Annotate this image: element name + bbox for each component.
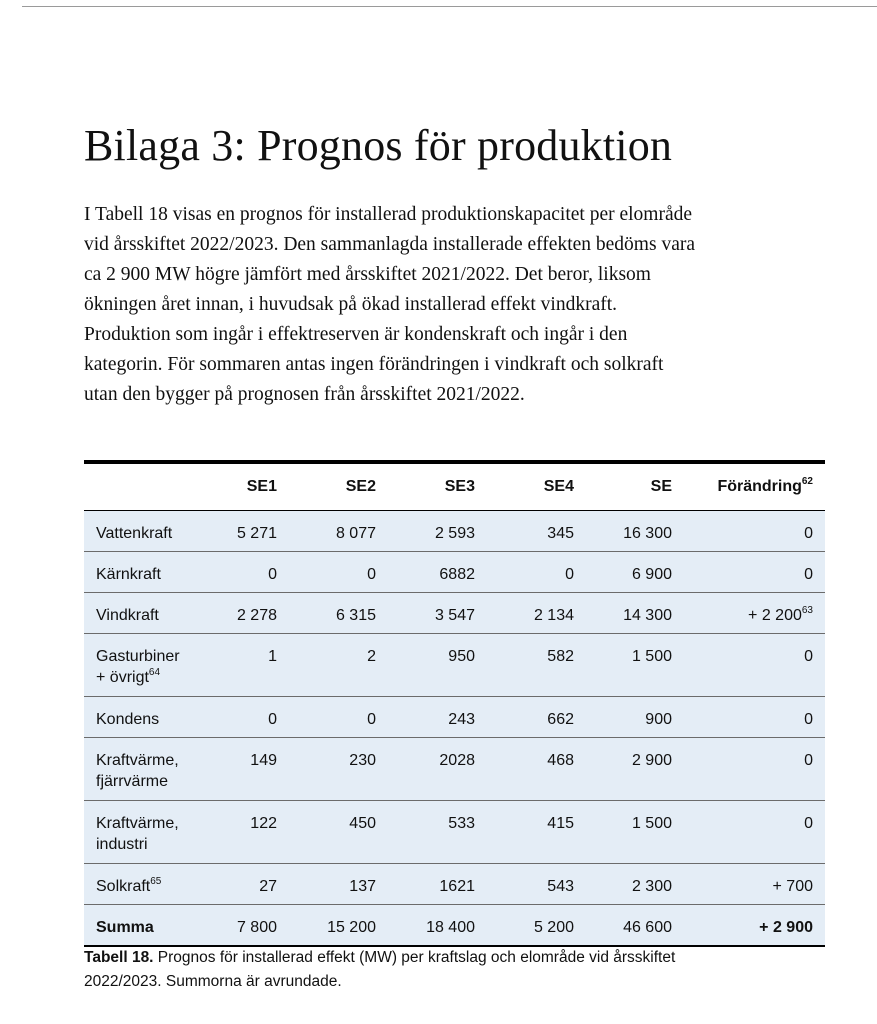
cell-se: 16 300	[586, 511, 684, 552]
table-row	[84, 593, 825, 634]
sum-se4: 5 200	[533, 919, 574, 936]
table-row	[84, 511, 825, 552]
intro-line: ca 2 900 MW högre jämfört med årsskiftet 2021/2022. Det beror, liksom	[84, 264, 651, 285]
row-label	[84, 864, 204, 905]
cell-se4: 662	[487, 697, 586, 738]
cell-se2: 137	[289, 864, 388, 905]
header-se2: SE2	[289, 462, 388, 511]
cell-se1: 122	[204, 801, 289, 864]
caption-label: Tabell 18.	[84, 949, 154, 966]
footnote-ref: 63	[801, 604, 813, 616]
caption-line	[84, 946, 824, 970]
cell-se4: 582	[487, 634, 586, 697]
cell-se4: 468	[487, 738, 586, 801]
row-label-line: Kraftvärme,	[96, 752, 179, 769]
intro-line: kategorin. För sommaren antas ingen förändringen i vindkraft och solkraft	[84, 354, 664, 375]
cell-change	[684, 738, 825, 801]
cell-se: 14 300	[586, 593, 684, 634]
cell-se1: 5 271	[204, 511, 289, 552]
row-label-line: Kraftvärme,	[96, 815, 179, 832]
table-sum-row	[84, 905, 825, 947]
row-label-line: Gasturbiner	[96, 648, 180, 665]
row-label	[84, 593, 204, 634]
sum-se3: 18 400	[426, 919, 475, 936]
cell-se3: 1621	[388, 864, 487, 905]
table-row	[84, 697, 825, 738]
header-se: SE	[586, 462, 684, 511]
row-label-text: Solkraft	[96, 878, 151, 895]
header-se3: SE3	[388, 462, 487, 511]
table-row	[84, 552, 825, 593]
intro-paragraph	[84, 200, 844, 410]
cell-se1: 2 278	[204, 593, 289, 634]
cell-se4: 2 134	[487, 593, 586, 634]
cell-se2: 8 077	[289, 511, 388, 552]
table-row	[84, 801, 825, 864]
intro-line: ökningen året innan, i huvudsak på ökad installerad effekt vindkraft.	[84, 294, 618, 315]
row-label-line: Kärnkraft	[96, 566, 161, 583]
header-se1: SE1	[204, 462, 289, 511]
intro-line: vid årsskiftet 2022/2023. Den sammanlagda installerade effekten bedöms vara	[84, 234, 695, 255]
table-row	[84, 738, 825, 801]
intro-line: Produktion som ingår i effektreserven är kondenskraft och ingår i den	[84, 324, 628, 345]
cell-se3: 6882	[388, 552, 487, 593]
cell-se3: 3 547	[388, 593, 487, 634]
cell-se3: 2028	[388, 738, 487, 801]
row-label-line: fjärrvärme	[96, 773, 169, 790]
change-value: + 700	[772, 878, 813, 895]
footnote-ref: 64	[148, 666, 161, 678]
header-empty	[84, 462, 204, 511]
cell-se1: 27	[204, 864, 289, 905]
row-label-line: Kondens	[96, 711, 160, 728]
cell-change	[684, 864, 825, 905]
change-value: 0	[804, 648, 813, 665]
cell-se3: 533	[388, 801, 487, 864]
table-body	[84, 511, 825, 947]
sum-se: 46 600	[623, 919, 672, 936]
sum-label: Summa	[96, 919, 154, 936]
row-label	[84, 552, 204, 593]
table-header-row	[84, 462, 825, 511]
header-se4: SE4	[487, 462, 586, 511]
cell-se4: 0	[487, 552, 586, 593]
row-label-text: + övrigt	[96, 669, 149, 686]
row-label	[84, 634, 204, 697]
row-label	[84, 738, 204, 801]
cell-se3: 950	[388, 634, 487, 697]
page-heading: Bilaga 3: Prognos för produktion	[84, 121, 673, 170]
footnote-ref: 65	[150, 875, 162, 887]
table-row	[84, 634, 825, 697]
production-table	[84, 460, 825, 947]
caption-text: Prognos för installerad effekt (MW) per kraftslag och elområde vid årsskiftet	[153, 949, 676, 966]
intro-line: I Tabell 18 visas en prognos för installerad produktionskapacitet per elområde	[84, 204, 693, 225]
cell-se: 2 300	[586, 864, 684, 905]
change-value: 0	[804, 525, 813, 542]
cell-se1: 1	[204, 634, 289, 697]
change-value: 0	[804, 711, 813, 728]
cell-se2: 0	[289, 697, 388, 738]
sum-change: + 2 900	[759, 919, 813, 936]
cell-se: 1 500	[586, 801, 684, 864]
change-value: 0	[804, 566, 813, 583]
change-value: 0	[804, 815, 813, 832]
cell-change	[684, 634, 825, 697]
cell-se2: 6 315	[289, 593, 388, 634]
cell-change	[684, 801, 825, 864]
cell-se2: 0	[289, 552, 388, 593]
table-caption	[84, 946, 824, 994]
caption-line: 2022/2023. Summorna är avrundade.	[84, 973, 342, 990]
row-label-line: Vindkraft	[96, 607, 159, 624]
cell-se4: 345	[487, 511, 586, 552]
cell-se4: 415	[487, 801, 586, 864]
cell-change	[684, 697, 825, 738]
cell-se1: 149	[204, 738, 289, 801]
cell-se2: 450	[289, 801, 388, 864]
row-label	[84, 697, 204, 738]
cell-se: 6 900	[586, 552, 684, 593]
cell-se: 900	[586, 697, 684, 738]
cell-se: 2 900	[586, 738, 684, 801]
row-label	[84, 511, 204, 552]
row-label-line	[96, 876, 192, 897]
row-label-line	[96, 667, 192, 688]
cell-se2: 2	[289, 634, 388, 697]
top-divider	[22, 6, 877, 7]
cell-change	[684, 552, 825, 593]
change-value: 0	[804, 752, 813, 769]
header-change	[684, 462, 825, 511]
table-row	[84, 864, 825, 905]
row-label	[84, 801, 204, 864]
cell-se2: 230	[289, 738, 388, 801]
cell-se3: 243	[388, 697, 487, 738]
intro-line: utan den bygger på prognosen från årsskiftet 2021/2022.	[84, 384, 525, 405]
row-label-line: industri	[96, 836, 148, 853]
cell-se4: 543	[487, 864, 586, 905]
cell-change	[684, 593, 825, 634]
cell-change	[684, 511, 825, 552]
cell-se1: 0	[204, 697, 289, 738]
footnote-ref: 62	[801, 475, 813, 487]
cell-se: 1 500	[586, 634, 684, 697]
cell-se3: 2 593	[388, 511, 487, 552]
change-value: + 2 200	[748, 607, 802, 624]
row-label-line: Vattenkraft	[96, 525, 173, 542]
cell-se1: 0	[204, 552, 289, 593]
sum-se1: 7 800	[236, 919, 277, 936]
header-change-label: Förändring	[717, 478, 802, 495]
sum-se2: 15 200	[327, 919, 376, 936]
